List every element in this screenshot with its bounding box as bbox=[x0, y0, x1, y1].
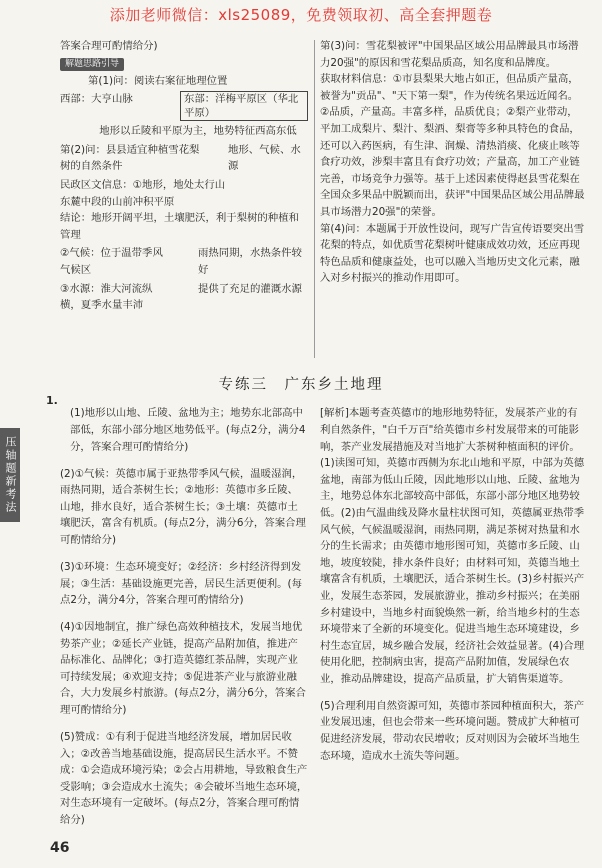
diagram-conclusion: 结论：地形开阔平坦，土壤肥沃，利于梨树的种植和管理 bbox=[60, 212, 299, 241]
analysis-column bbox=[320, 395, 586, 775]
diagram-q2-right: 地形、气候、水源 bbox=[228, 143, 301, 173]
material-info: 获取材料信息：①市县梨果大地占如正，但品质产量高，被誉为"贡品"、"天下第一梨"，作为传统名果远近闻名。②品质，产量高。丰富多样，品质优良；②梨产业带动，平加工成梨片、梨汁、梨酒、梨膏等多种具特色的食品，还可以入药医病，有生津、润燥、清热消痰、化痰止咳等食疗功效，涉梨丰富且有食疗功效；产量高，加工产业链完善，市场竞争力强等。基于上述因素使得赵县雪花梨在全国众多果品中脱颖而出，获评"中国果品区域公用品牌最具市场潜力20强"的荣誉。 bbox=[320, 73, 585, 218]
left-column-top bbox=[60, 38, 308, 316]
column-divider bbox=[314, 40, 315, 358]
answer-part-2: (2)①气候：英德市属于亚热带季风气候，温暖湿润，雨热同期，适合茶树生长；②地形：英德市多丘陵、山地，排水良好，适合茶树生长；③土壤：英德市土壤肥沃，富含有机质。(每点2分，满分6分，答案合理可酌情给分) bbox=[60, 467, 306, 546]
analysis-text-1: [解析]本题考查英德市的地形地势特征，发展茶产业的有利自然条件，"白千万百"给英德市乡村发展带来的可能影响，茶产业发展措施及对当地扩大茶树种植面积的评价。(1)读图可知，英德市西侧为东北山地和平原，中部为英德盆地，南部为低山丘陵，因此地形以山地、丘陵、盆地为主，地势总体东北部较高中部低，东部小部分地区地势较低。(2)由气温曲线及降水量柱状图可知，英德属亚热带季风气候，气候温暖湿润，雨热同期，满足茶树对热量和水分的生长需求；由英德市地形图可知，英德市多丘陵、山地，坡度较陡，排水条件良好；由材料可知，英德当地土壤富含有机质，土壤肥沃，适合茶树生长。(3)乡村振兴产业，发展生态茶园，发展旅游业，推动乡村振兴；在美丽乡村建设中，当地乡村面貌焕然一新，给当地乡村的生态环境带来了全新的环境变化。促进当地生态环境建设，乡村生态宜居，城乡融合发展，经济社会效益显著。(4)合理使用化肥，控制病虫害，提高产品附加值，发展绿色农业，推动品牌建设，提高产品质量，扩大销售渠道等。 bbox=[320, 407, 585, 685]
right-column-top bbox=[320, 38, 586, 287]
answer-part-3: (3)①环境：生态环境变好；②经济：乡村经济得到发展；③生活：基础设施更完善，居民生活更便利。(每点2分，满分4分，答案合理可酌情给分) bbox=[60, 560, 302, 607]
answer-part-4: (4)①因地制宜，推广绿色高效种植技术，发展当地优势茶产业；②延长产业链，提高产品附加值，推进产品标准化、品牌化；③打造英德红茶品牌，实现产业可持续发展；④欢迎支持；⑤促进茶产业与旅游业融合，大力发展乡村旅游。(每点2分，满分6分，答案合理可酌情给分) bbox=[60, 621, 306, 717]
analysis-text-2: (5)合理利用自然资源可知，英德市茶园种植面积大，茶产业发展迅速，但也会带来一些环境问题。赞成扩大种植可促进经济发展，带动农民增收；反对则因为会破坏当地生态环境，造成水土流失等问题。 bbox=[320, 699, 585, 762]
answer-part-1: (1)地形以山地、丘陵、盆地为主；地势东北部高中部低，东部小部分地区地势低平。(每点2分，满分4分，答案合理可酌情给分) bbox=[70, 407, 306, 453]
promo-banner: 添加老师微信：xls25089，免费领取初、高全套押题卷 bbox=[109, 6, 493, 24]
q4-explanation: 第(4)问：本题属于开放性设问，现写广告宣传语要突出雪花梨的特点，如优质雪花梨树叶健康成效功效，还应再现特色品质和健康益处，也可以融入当地历史文化元素，融入对乡村振兴的推动作用即可。 bbox=[320, 222, 585, 285]
diagram-west: 西部：大亨山脉 bbox=[60, 93, 133, 106]
diagram-climate-result: 雨热同期，水热条件较好 bbox=[198, 247, 302, 276]
q3-explanation: 第(3)问：雪花梨被评"中国果品区域公用品牌最具市场潜力20强"的原因和雪花梨品质高，知名度和品牌度。 bbox=[320, 40, 579, 69]
diagram-water-result: 提供了充足的灌溉水源 bbox=[198, 282, 302, 295]
section-title: 专练三 广东乡土地理 bbox=[218, 377, 384, 393]
side-tab: 压轴题新考法 bbox=[0, 428, 20, 522]
diagram-terrain: 地形以丘陵和平原为主，地势特征西高东低 bbox=[99, 125, 297, 138]
answer-note: 答案合理可酌情给分) bbox=[60, 40, 158, 52]
answer-column bbox=[60, 395, 308, 839]
diagram-line-1: 第(1)问：阅读右案征地理位置 bbox=[88, 74, 228, 87]
diagram-climate: ②气候：位于温带季风气候区 bbox=[60, 247, 163, 276]
answer-part-5: (5)赞成：①有利于促进当地经济发展，增加居民收入；②改善当地基础设施，提高居民生活水平。不赞成：①会造成环境污染；②会占用耕地，导致粮食生产受影响；③会造成水土流失；④会破坏当地生态环境，对生态环境有一定破坏。(每点2分，答案合理可酌情给分) bbox=[60, 731, 308, 827]
diagram-east: 东部：洋梅平原区（华北平原） bbox=[180, 91, 308, 121]
page-number: 46 bbox=[50, 840, 70, 856]
solution-tag: 解题思路引导 bbox=[60, 58, 124, 71]
diagram-info: 民政区文信息：①地形，地处太行山东麓中段的山前冲积平原 bbox=[60, 178, 226, 208]
diagram-q2: 第(2)问：县县适宜种植雪花梨树的自然条件 bbox=[60, 143, 200, 173]
diagram-water: ③水源：淮大河流纵横，夏季水量丰沛 bbox=[60, 282, 153, 312]
question-number: 1. bbox=[46, 394, 58, 407]
